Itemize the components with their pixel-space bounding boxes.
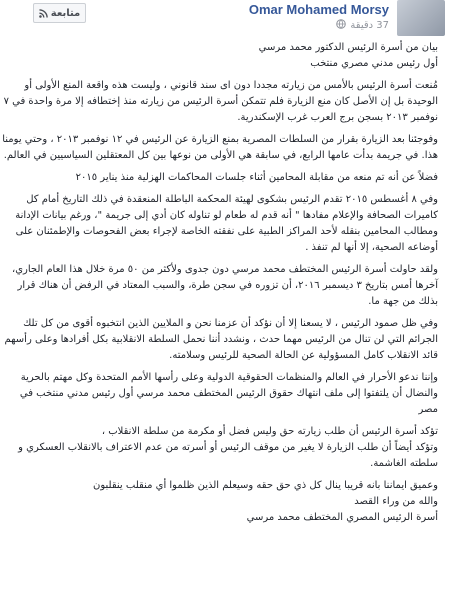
post-header — [0, 0, 449, 34]
follow-label: متابعة — [50, 7, 81, 19]
post-paragraph-9: وإننا ندعو الأحرار في العالم والمنظمات الحقوقية الدولية وعلى رأسها الأمم المتحدة وكل مهتم بالحرية والنضال أن يلتفتوا إلى ملف انتهاك حقوق الرئيس المختطف محمد مرسي أول رئيس مدني منتخب في مصر — [19, 372, 438, 415]
post-paragraph-8: وفي ظل صمود الرئيس ، لا يسعنا إلا أن نؤكد أن عزمنا نحن و الملايين الذين انتخبوه أقوى من كل تلك الجرائم التي لن تنال من الرئيس مهما حدث ، ونشدد أننا نحمل السلطة الانقلابية بكل أفرادها وعلى رأسهم قائد الانقلاب كامل المسؤولية عن الحالة الصحية للرئيس وسلامته. — [4, 318, 438, 361]
post-paragraph-7: ولقد حاولت أسرة الرئيس المختطف محمد مرسي دون جدوى ولأكثر من ٥٠ مرة خلال هذا العام الجاري، آخرها أمس بتاريخ ٣ ديسمبر ٢٠١٦، أن تزوره في سجن طرة، والسبب المعتاد في الرفض أن هناك قرار بذلك من جهة ما. — [11, 264, 438, 307]
author-name[interactable]: Omar Mohamed Morsy — [248, 2, 389, 17]
follow-button[interactable] — [33, 3, 86, 23]
post-body — [0, 40, 438, 526]
globe-icon[interactable] — [336, 19, 346, 32]
post-paragraph-4: وفوجئنا بعد الزيارة بقرار من السلطات المصرية بمنع الزيارة عن الرئيس في ١٢ نوفمبر ٢٠١٣ ، وحتي يومنا هذا. في جريمة بدأت عامها الرابع، في سابقة هي الأولى من نوعها بين كل المعتقلين السياسيين في العالم. — [2, 134, 438, 161]
post-paragraph-12: وعميق ايماننا بانه قريبا ينال كل ذي حق حقه وسيعلم الذين ظلموا أي منقلب ينقلبون — [93, 480, 438, 491]
rss-icon — [39, 9, 48, 18]
post-paragraph-13: والله من وراء القصد — [354, 496, 438, 507]
post-paragraph-3: مُنعت أسرة الرئيس بالأمس من زيارته مجددا دون اى سند قانوني ، وليست هذه واقعة المنع الأولى أو الوحيدة بل إن الأصل كان منع الزيارة فلم تتمكن أسرة الرئيس من زيارته منذ إختطافه إلا مرة واحدة في ٧ نوفمبر ٢٠١٣ بسجن برج العرب غرب الإسكندرية. — [3, 80, 438, 123]
timestamp[interactable]: 37 دقيقة — [350, 20, 389, 31]
avatar[interactable] — [397, 0, 445, 36]
post-paragraph-1: بيان من أسرة الرئيس الدكتور محمد مرسي — [258, 42, 438, 53]
post-meta — [336, 19, 389, 32]
post-paragraph-6: وفي ٨ أغسطس ٢٠١٥ تقدم الرئيس بشكوى لهيئة المحكمة الباطلة المنعقدة في ذلك التاريخ أمام كل كاميرات الصحافة والإعلام مفادها " أنه قدم له طعام لو تناوله كان أدي إلى جريمة "، ورغم بيانات الإدانة ومطالب المحامين بنقله لأحد المراكز الطبية على نفقته الخاصة لإجراء بعض الفحوصات والإطمئنان على أوضاعه الصحية، إلا أنها لم تنفذ . — [15, 194, 438, 253]
post-paragraph-5: فضلاً عن أنه تم منعه من مقابلة المحامين أثناء جلسات المحاكمات الهزلية منذ يناير ٢٠١٥ — [75, 172, 438, 183]
post-paragraph-10: تؤكد أسرة الرئيس أن طلب زيارته حق وليس فضل أو مكرمة من سلطة الانقلاب ، — [101, 426, 438, 437]
post-paragraph-2: أول رئيس مدني مصري منتخب — [310, 58, 438, 69]
post-paragraph-14: أسرة الرئيس المصري المختطف محمد مرسي — [246, 512, 438, 523]
post-paragraph-11: وتؤكد أيضاً أن طلب الزيارة لا يغير من موقف الرئيس أو أسرته من عدم الاعتراف بالانقلاب العسكري و سلطته الغاشمة. — [18, 442, 438, 469]
